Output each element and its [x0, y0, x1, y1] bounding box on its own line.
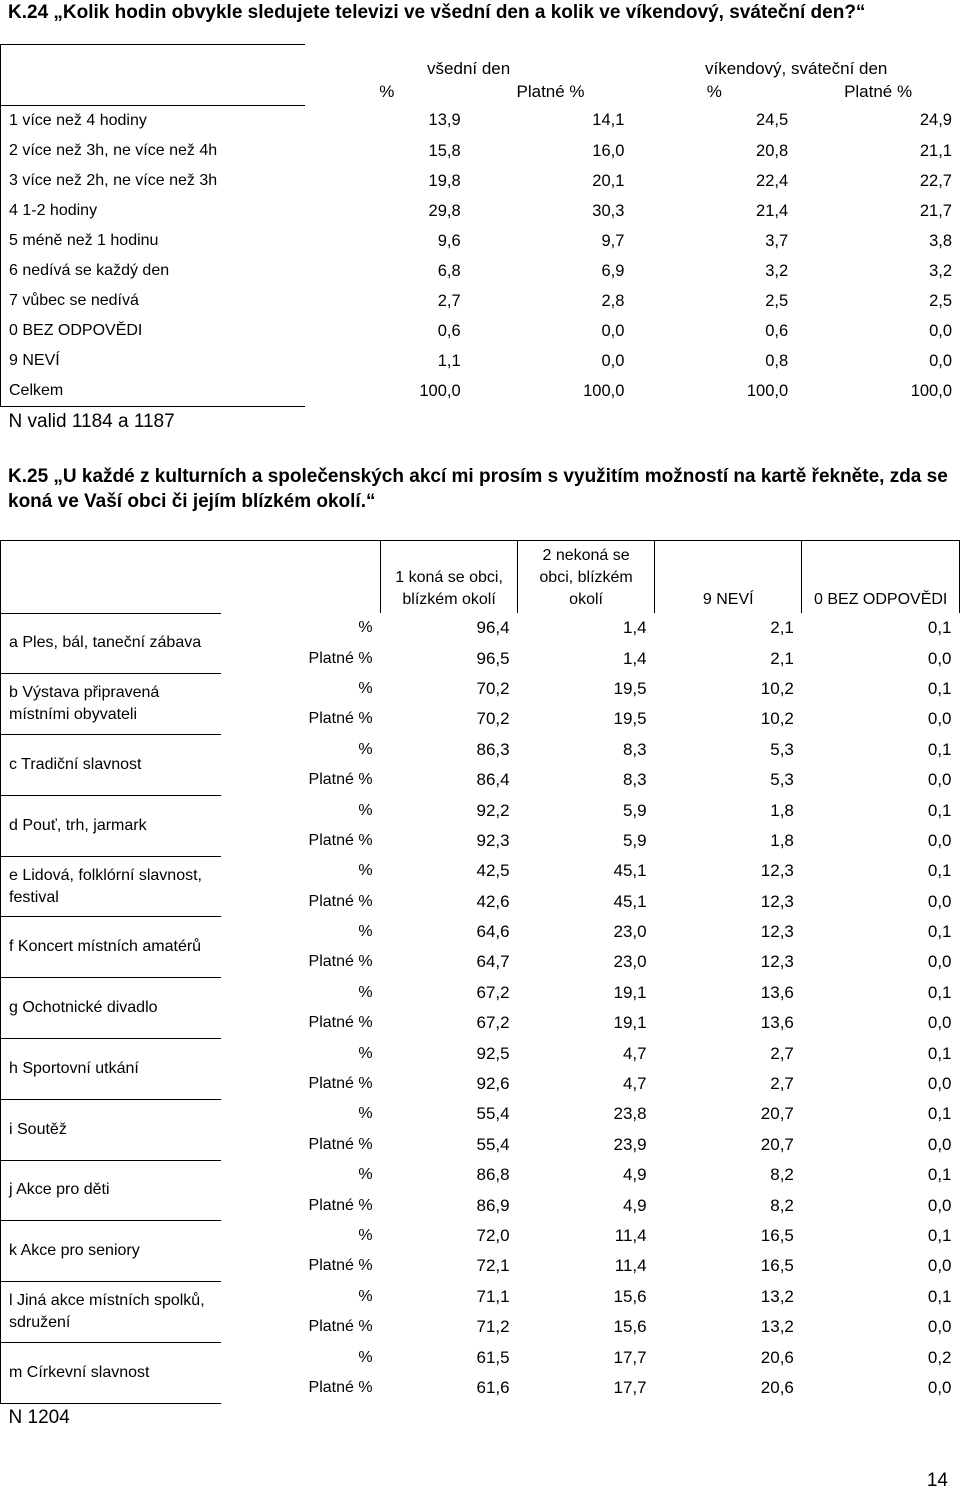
- cell-value: 13,2: [760, 1317, 794, 1337]
- cell-value: 0,1: [927, 922, 952, 942]
- cell-value: 8,3: [622, 770, 647, 790]
- row-label: 4 1-2 hodiny: [1, 196, 305, 226]
- cell-value: 0,0: [929, 321, 952, 340]
- row-label: 1 více než 4 hodiny: [1, 106, 305, 137]
- q24-col-pct-weekday: %: [379, 82, 395, 102]
- cell-value: 0,1: [927, 1226, 952, 1245]
- cell-value: 100,0: [910, 381, 952, 400]
- cell-value: 23,0: [613, 952, 647, 972]
- q25-col-9: 9 NEVÍ: [655, 541, 802, 614]
- cell-value: 2,7: [437, 291, 461, 310]
- cell-value: 2,7: [770, 1043, 794, 1063]
- cell-value: 23,9: [613, 1134, 647, 1154]
- cell-value: 92,5: [476, 1043, 510, 1063]
- cell-value: 16,5: [760, 1256, 794, 1276]
- row-label: Celkem: [1, 376, 305, 407]
- cell-value: 4,7: [622, 1043, 647, 1063]
- cell-value: 9,7: [601, 231, 625, 250]
- table-row: [1, 1342, 960, 1372]
- cell-value: 16,5: [760, 1226, 794, 1245]
- cell-value: 21,1: [919, 141, 952, 160]
- activity-label: j Akce pro děti: [1, 1160, 222, 1221]
- cell-value: 0,0: [927, 830, 952, 850]
- row-type-valid: Platné %: [308, 892, 373, 910]
- activity-label: h Sportovní utkání: [1, 1038, 222, 1099]
- cell-value: 17,7: [613, 1377, 647, 1397]
- row-type-valid: Platné %: [308, 1378, 373, 1396]
- cell-value: 0,6: [437, 321, 461, 340]
- cell-value: 13,2: [760, 1286, 794, 1306]
- cell-value: 20,1: [592, 171, 625, 190]
- page-number: 14: [926, 1470, 948, 1491]
- cell-value: 0,1: [927, 1043, 952, 1063]
- table-row: [1, 856, 960, 886]
- cell-value: 92,3: [476, 830, 510, 850]
- q24-title: K.24 „Kolik hodin obvykle sledujete televizi ve všední den a kolik ve víkendový, sváteční den?“: [8, 2, 866, 23]
- cell-value: 0,0: [927, 891, 952, 911]
- cell-value: 0,0: [927, 952, 952, 972]
- q24-table: [0, 44, 960, 437]
- cell-value: 20,7: [760, 1104, 794, 1124]
- cell-value: 64,6: [476, 922, 510, 942]
- cell-value: 0,0: [927, 770, 952, 790]
- cell-value: 0,1: [927, 1165, 952, 1185]
- row-type-pct: %: [358, 1166, 373, 1184]
- cell-value: 0,8: [765, 351, 789, 370]
- activity-label: k Akce pro seniory: [1, 1221, 222, 1282]
- cell-value: 96,4: [476, 618, 510, 638]
- cell-value: 5,3: [770, 770, 794, 790]
- cell-value: 10,2: [760, 678, 794, 698]
- table-row: [1, 286, 960, 316]
- cell-value: 2,8: [601, 291, 625, 310]
- cell-value: 55,4: [476, 1134, 510, 1154]
- activity-label: i Soutěž: [1, 1099, 222, 1160]
- table-row: [1, 376, 960, 407]
- cell-value: 8,2: [770, 1165, 794, 1185]
- cell-value: 22,7: [919, 171, 952, 190]
- row-type-valid: Platné %: [308, 1014, 373, 1032]
- cell-value: 4,7: [622, 1074, 647, 1094]
- table-row: [1, 1099, 960, 1129]
- cell-value: 100,0: [583, 381, 625, 400]
- cell-value: 71,1: [476, 1286, 510, 1306]
- cell-value: 86,8: [476, 1165, 510, 1185]
- cell-value: 11,4: [614, 1256, 647, 1276]
- cell-value: 100,0: [419, 381, 461, 400]
- row-type-valid: Platné %: [308, 771, 373, 789]
- row-type-pct: %: [358, 1105, 373, 1123]
- q24-corner-bottom: [1, 79, 305, 106]
- table-row: [1, 136, 960, 166]
- cell-value: 20,7: [760, 1134, 794, 1154]
- cell-value: 20,6: [760, 1377, 794, 1397]
- row-type-pct: %: [358, 862, 373, 880]
- cell-value: 10,2: [760, 709, 794, 729]
- cell-value: 45,1: [613, 891, 647, 911]
- cell-value: 21,7: [919, 201, 952, 220]
- q25-corner-type: [221, 541, 380, 614]
- activity-label: f Koncert místních amatérů: [1, 917, 222, 978]
- cell-value: 23,0: [613, 922, 647, 942]
- row-label: 6 nedívá se každý den: [1, 256, 305, 286]
- cell-value: 0,1: [927, 678, 952, 698]
- cell-value: 20,8: [756, 141, 789, 160]
- q25-table: [0, 540, 960, 1432]
- row-type-valid: Platné %: [308, 831, 373, 849]
- cell-value: 3,7: [765, 231, 789, 250]
- cell-value: 12,3: [760, 952, 794, 972]
- cell-value: 24,5: [756, 111, 789, 130]
- cell-value: 100,0: [746, 381, 789, 400]
- cell-value: 19,8: [428, 171, 461, 190]
- cell-value: 3,2: [929, 261, 952, 280]
- table-row: [1, 106, 960, 137]
- cell-value: 30,3: [592, 201, 625, 220]
- cell-value: 16,0: [592, 141, 625, 160]
- cell-value: 1,4: [622, 648, 647, 668]
- q24-n-note: N valid 1184 a 1187: [8, 411, 175, 432]
- cell-value: 5,9: [622, 830, 647, 850]
- cell-value: 23,8: [613, 1104, 647, 1124]
- q25-col-1: 1 koná se obci, blízkém okolí: [381, 541, 518, 614]
- cell-value: 24,9: [919, 111, 952, 130]
- cell-value: 42,6: [476, 891, 510, 911]
- cell-value: 1,1: [437, 351, 461, 370]
- cell-value: 1,8: [770, 800, 794, 820]
- table-row: [1, 346, 960, 376]
- row-type-pct: %: [358, 801, 373, 819]
- cell-value: 67,2: [476, 982, 510, 1002]
- table-row: [1, 978, 960, 1008]
- cell-value: 9,6: [437, 231, 461, 250]
- cell-value: 45,1: [613, 861, 647, 881]
- activity-label: d Pouť, trh, jarmark: [1, 795, 222, 856]
- cell-value: 0,0: [927, 1317, 952, 1337]
- activity-label: g Ochotnické divadlo: [1, 978, 222, 1039]
- cell-value: 15,8: [428, 141, 461, 160]
- cell-value: 21,4: [756, 201, 789, 220]
- cell-value: 61,6: [476, 1377, 510, 1397]
- cell-value: 86,3: [476, 739, 510, 759]
- cell-value: 0,0: [927, 648, 952, 668]
- cell-value: 13,9: [428, 111, 461, 130]
- cell-value: 19,5: [613, 678, 647, 698]
- row-type-valid: Platné %: [308, 1075, 373, 1093]
- row-type-pct: %: [358, 679, 373, 697]
- q25-col-0: 0 BEZ ODPOVĚDI: [802, 541, 960, 614]
- cell-value: 61,5: [476, 1347, 510, 1367]
- cell-value: 70,2: [476, 678, 510, 698]
- table-row: [1, 1160, 960, 1190]
- cell-value: 72,1: [476, 1256, 510, 1276]
- table-row: [1, 1282, 960, 1312]
- row-label: 3 více než 2h, ne více než 3h: [1, 166, 305, 196]
- cell-value: 12,3: [760, 861, 794, 881]
- cell-value: 42,5: [476, 861, 510, 881]
- cell-value: 4,9: [622, 1195, 647, 1215]
- cell-value: 3,8: [929, 231, 952, 250]
- q25-n-note: N 1204: [8, 1406, 70, 1428]
- cell-value: 0,0: [929, 351, 952, 370]
- cell-value: 5,9: [622, 800, 647, 820]
- table-row: [1, 795, 960, 825]
- table-row: [1, 1221, 960, 1251]
- cell-value: 0,0: [927, 1134, 952, 1154]
- table-row: [1, 256, 960, 286]
- row-type-valid: Platné %: [308, 1135, 373, 1153]
- q24-corner: [1, 45, 305, 80]
- cell-value: 92,6: [476, 1074, 510, 1094]
- cell-value: 0,1: [927, 982, 952, 1002]
- cell-value: 0,0: [601, 351, 625, 370]
- row-label: 0 BEZ ODPOVĚDI: [1, 316, 305, 346]
- cell-value: 96,5: [476, 648, 510, 668]
- q25-title: K.25 „U každé z kulturních a společenských akcí mi prosím s využitím možností na kartě řekněte, zda se koná ve Vaší obci či jejím blízkém okolí.“: [8, 466, 948, 512]
- cell-value: 0,6: [765, 321, 789, 340]
- cell-value: 29,8: [428, 201, 461, 220]
- row-type-pct: %: [358, 1348, 373, 1366]
- q24-col-valid-weekend: Platné %: [844, 82, 913, 102]
- table-row: [1, 316, 960, 346]
- row-type-valid: Platné %: [308, 649, 373, 667]
- cell-value: 19,5: [613, 709, 647, 729]
- row-label: 7 vůbec se nedívá: [1, 286, 305, 316]
- cell-value: 6,8: [437, 261, 461, 280]
- table-row: [1, 917, 960, 947]
- row-type-pct: %: [358, 1044, 373, 1062]
- cell-value: 19,1: [613, 1013, 647, 1033]
- q24-col-pct-weekend: %: [706, 82, 722, 102]
- cell-value: 0,0: [927, 1377, 952, 1397]
- table-row: [1, 196, 960, 226]
- activity-label: l Jiná akce místních spolků, sdružení: [1, 1282, 222, 1343]
- cell-value: 0,1: [927, 800, 952, 820]
- cell-value: 8,3: [622, 739, 647, 759]
- activity-label: m Církevní slavnost: [1, 1342, 222, 1403]
- activity-label: b Výstava připravená místními obyvateli: [1, 674, 222, 735]
- row-type-pct: %: [358, 1227, 373, 1244]
- cell-value: 20,6: [760, 1347, 794, 1367]
- cell-value: 13,6: [760, 1013, 794, 1033]
- cell-value: 0,1: [927, 618, 952, 638]
- row-type-valid: Platné %: [308, 1318, 373, 1336]
- cell-value: 2,1: [770, 648, 794, 668]
- row-label: 9 NEVÍ: [1, 346, 305, 376]
- cell-value: 5,3: [770, 739, 794, 759]
- cell-value: 14,1: [592, 111, 625, 130]
- q25-corner: [1, 541, 222, 614]
- cell-value: 15,6: [613, 1286, 647, 1306]
- row-type-valid: Platné %: [308, 1257, 373, 1275]
- cell-value: 92,2: [476, 800, 510, 820]
- cell-value: 8,2: [770, 1195, 794, 1215]
- row-type-valid: Platné %: [308, 710, 373, 728]
- q24-group-weekend: víkendový, sváteční den: [705, 59, 888, 78]
- cell-value: 12,3: [760, 891, 794, 911]
- cell-value: 12,3: [760, 922, 794, 942]
- cell-value: 1,4: [622, 618, 647, 638]
- cell-value: 0,2: [927, 1347, 952, 1367]
- cell-value: 70,2: [476, 709, 510, 729]
- cell-value: 2,5: [929, 291, 952, 310]
- cell-value: 0,0: [927, 709, 952, 729]
- cell-value: 0,0: [927, 1256, 952, 1276]
- cell-value: 17,7: [613, 1347, 647, 1367]
- row-type-pct: %: [358, 1287, 373, 1305]
- q24-col-valid-weekday: Platné %: [516, 82, 585, 102]
- cell-value: 11,4: [614, 1226, 647, 1245]
- cell-value: 0,1: [927, 1286, 952, 1306]
- cell-value: 15,6: [613, 1317, 647, 1337]
- table-row: [1, 226, 960, 256]
- cell-value: 55,4: [476, 1104, 510, 1124]
- cell-value: 0,1: [927, 861, 952, 881]
- cell-value: 0,0: [601, 321, 625, 340]
- cell-value: 2,7: [770, 1074, 794, 1094]
- cell-value: 13,6: [760, 982, 794, 1002]
- cell-value: 86,4: [476, 770, 510, 790]
- cell-value: 6,9: [601, 261, 625, 280]
- row-type-pct: %: [358, 983, 373, 1001]
- table-row: [1, 166, 960, 196]
- row-type-pct: %: [358, 923, 373, 941]
- cell-value: 0,1: [927, 739, 952, 759]
- row-type-pct: %: [358, 740, 373, 758]
- row-label: 2 více než 3h, ne více než 4h: [1, 136, 305, 166]
- cell-value: 72,0: [476, 1226, 510, 1245]
- cell-value: 0,0: [927, 1074, 952, 1094]
- activity-label: a Ples, bál, taneční zábava: [1, 613, 222, 674]
- cell-value: 71,2: [476, 1317, 510, 1337]
- cell-value: 0,1: [927, 1104, 952, 1124]
- q25-col-2: 2 nekoná se obci, blízkém okolí: [518, 541, 655, 614]
- row-type-valid: Platné %: [308, 953, 373, 971]
- table-row: [1, 613, 960, 643]
- cell-value: 22,4: [756, 171, 789, 190]
- row-type-pct: %: [358, 619, 373, 637]
- cell-value: 3,2: [765, 261, 789, 280]
- row-label: 5 méně než 1 hodinu: [1, 226, 305, 256]
- cell-value: 2,5: [765, 291, 789, 310]
- table-row: [1, 1038, 960, 1068]
- cell-value: 64,7: [476, 952, 510, 972]
- cell-value: 2,1: [770, 618, 794, 638]
- q24-group-weekday: všední den: [427, 59, 511, 78]
- table-row: [1, 735, 960, 765]
- cell-value: 19,1: [613, 982, 647, 1002]
- cell-value: 0,0: [927, 1013, 952, 1033]
- cell-value: 86,9: [476, 1195, 510, 1215]
- cell-value: 4,9: [622, 1165, 647, 1185]
- table-row: [1, 674, 960, 704]
- row-type-valid: Platné %: [308, 1196, 373, 1214]
- cell-value: 67,2: [476, 1013, 510, 1033]
- activity-label: c Tradiční slavnost: [1, 735, 222, 796]
- cell-value: 1,8: [770, 830, 794, 850]
- activity-label: e Lidová, folklórní slavnost, festival: [1, 856, 222, 917]
- cell-value: 0,0: [927, 1195, 952, 1215]
